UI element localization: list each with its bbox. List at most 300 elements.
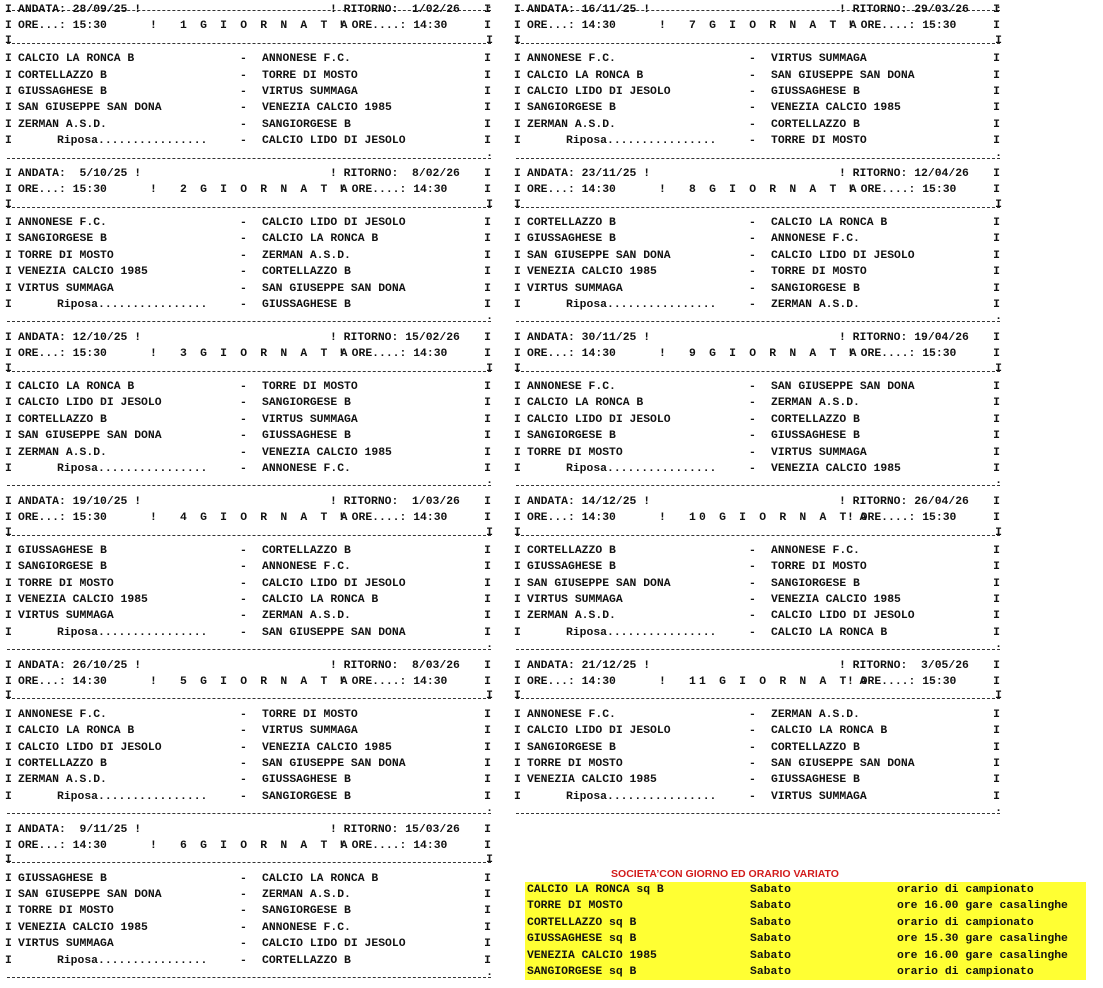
border-char: I bbox=[5, 233, 12, 246]
border-char: I bbox=[993, 544, 1000, 557]
home-team: TORRE DI MOSTO bbox=[18, 577, 114, 590]
match-row bbox=[5, 740, 493, 756]
border-char: I bbox=[514, 34, 521, 47]
match-row bbox=[514, 412, 1002, 428]
legend-day: Sabato bbox=[750, 884, 792, 896]
bang-char: ! bbox=[659, 184, 666, 197]
andata-time: ORE...: 14:30 bbox=[527, 20, 616, 33]
border-char: I bbox=[5, 854, 12, 867]
border-char: I bbox=[514, 757, 521, 770]
vs-dash: - bbox=[749, 610, 756, 623]
border-char: I bbox=[5, 594, 12, 607]
bang-char: ! bbox=[659, 348, 666, 361]
match-row bbox=[5, 592, 493, 608]
match-row bbox=[5, 84, 493, 100]
border-char: I bbox=[514, 184, 521, 197]
legend-note: ore 16.00 gare casalinghe bbox=[897, 949, 1068, 962]
vs-dash: - bbox=[240, 594, 247, 607]
home-team: SANGIORGESE B bbox=[527, 430, 616, 443]
separator-line bbox=[514, 35, 1002, 51]
bang-char: ! bbox=[150, 348, 157, 361]
vs-dash: - bbox=[749, 725, 756, 738]
away-team: VIRTUS SUMMAGA bbox=[262, 725, 358, 738]
match-row bbox=[514, 231, 1002, 247]
home-team: CORTELLAZZO B bbox=[18, 413, 107, 426]
border-char: I bbox=[484, 741, 491, 754]
border-char: I bbox=[5, 184, 12, 197]
home-team: GIUSSAGHESE B bbox=[18, 544, 107, 557]
border-char: I bbox=[5, 659, 12, 672]
home-team: SANGIORGESE B bbox=[18, 561, 107, 574]
vs-dash: - bbox=[240, 413, 247, 426]
match-row bbox=[514, 772, 1002, 788]
border-char: I bbox=[5, 526, 12, 539]
border-char: I bbox=[5, 921, 12, 934]
border-char: I bbox=[514, 790, 521, 803]
border-char: I bbox=[993, 561, 1000, 574]
border-char: I bbox=[5, 34, 12, 47]
vs-dash: - bbox=[240, 118, 247, 131]
border-char: I bbox=[484, 348, 491, 361]
border-char: I bbox=[484, 594, 491, 607]
vs-dash: - bbox=[749, 594, 756, 607]
legend-day: Sabato bbox=[750, 933, 792, 946]
away-team: GIUSSAGHESE B bbox=[771, 85, 860, 98]
match-row bbox=[5, 543, 493, 559]
border-char: I bbox=[993, 446, 1000, 459]
riposa-row bbox=[514, 133, 1002, 149]
match-row bbox=[5, 936, 493, 952]
round-header-times bbox=[514, 18, 1002, 34]
vs-dash: - bbox=[240, 249, 247, 262]
home-team: VENEZIA CALCIO 1985 bbox=[18, 266, 148, 279]
home-team: ZERMAN A.S.D. bbox=[527, 610, 616, 623]
border-char: I bbox=[484, 790, 491, 803]
vs-dash: - bbox=[749, 790, 756, 803]
ritorno-date: ! RITORNO: 8/03/26 bbox=[330, 659, 460, 672]
round-header-times bbox=[5, 674, 493, 690]
border-char: I bbox=[484, 577, 491, 590]
round-header-dates bbox=[514, 494, 1002, 510]
andata-time: ORE...: 14:30 bbox=[527, 676, 616, 689]
border-char: I bbox=[514, 380, 521, 393]
round-top-rule bbox=[5, 805, 493, 821]
border-char: I bbox=[514, 708, 521, 721]
home-team: CALCIO LA RONCA B bbox=[527, 397, 644, 410]
away-team: GIUSSAGHESE B bbox=[262, 430, 351, 443]
away-team: CALCIO LA RONCA B bbox=[262, 594, 379, 607]
riposa-label: Riposa................ bbox=[57, 626, 208, 639]
legend-title: SOCIETA’CON GIORNO ED ORARIO VARIATO bbox=[611, 868, 839, 880]
variations-legend bbox=[525, 866, 1090, 980]
riposa-row bbox=[5, 953, 493, 969]
ritorno-time: ! ORE....: 14:30 bbox=[338, 20, 448, 33]
riposa-label: Riposa................ bbox=[57, 299, 208, 312]
right-column bbox=[514, 2, 1002, 822]
border-char: I bbox=[5, 708, 12, 721]
border-char: I bbox=[5, 561, 12, 574]
riposa-row bbox=[514, 461, 1002, 477]
border-char: I bbox=[514, 544, 521, 557]
match-row bbox=[514, 84, 1002, 100]
border-char: I bbox=[484, 954, 491, 967]
match-row bbox=[5, 215, 493, 231]
away-team: CALCIO LIDO DI JESOLO bbox=[262, 577, 406, 590]
legend-row bbox=[525, 882, 1086, 898]
border-char: I bbox=[5, 85, 12, 98]
border-char: I bbox=[514, 741, 521, 754]
home-team: TORRE DI MOSTO bbox=[527, 757, 623, 770]
andata-time: ORE...: 15:30 bbox=[18, 184, 107, 197]
match-row bbox=[514, 264, 1002, 280]
separator-line bbox=[514, 527, 1002, 543]
riposa-label: Riposa................ bbox=[57, 954, 208, 967]
vs-dash: - bbox=[240, 954, 247, 967]
home-team: CALCIO LA RONCA B bbox=[527, 69, 644, 82]
home-team: GIUSSAGHESE B bbox=[527, 561, 616, 574]
away-team: GIUSSAGHESE B bbox=[771, 430, 860, 443]
border-char: I bbox=[514, 430, 521, 443]
border-char: I bbox=[484, 20, 491, 33]
border-char: I bbox=[514, 594, 521, 607]
border-char: I bbox=[5, 249, 12, 262]
away-team: CALCIO LA RONCA B bbox=[262, 233, 379, 246]
border-char: I bbox=[486, 526, 493, 539]
border-char: I bbox=[5, 690, 12, 703]
border-char: I bbox=[484, 839, 491, 852]
border-char: I bbox=[514, 610, 521, 623]
match-row bbox=[5, 264, 493, 280]
away-team: TORRE DI MOSTO bbox=[771, 561, 867, 574]
border-char: I bbox=[5, 954, 12, 967]
riposa-label: Riposa................ bbox=[566, 135, 717, 148]
match-row bbox=[514, 379, 1002, 395]
border-char: I bbox=[484, 938, 491, 951]
border-char: I bbox=[484, 102, 491, 115]
home-team: ZERMAN A.S.D. bbox=[18, 118, 107, 131]
riposa-label: Riposa................ bbox=[57, 462, 208, 475]
separator-line bbox=[5, 527, 493, 543]
home-team: SAN GIUSEPPE SAN DONA bbox=[18, 430, 162, 443]
legend-note: orario di campionato bbox=[897, 884, 1034, 896]
home-team: TORRE DI MOSTO bbox=[18, 249, 114, 262]
border-char: I bbox=[484, 430, 491, 443]
match-row bbox=[514, 281, 1002, 297]
resting-team: SANGIORGESE B bbox=[262, 790, 351, 803]
border-char: I bbox=[484, 282, 491, 295]
border-char: I bbox=[514, 495, 521, 508]
vs-dash: - bbox=[240, 889, 247, 902]
legend-note: orario di campionato bbox=[897, 965, 1034, 978]
bang-char: ! bbox=[659, 512, 666, 525]
home-team: SAN GIUSEPPE SAN DONA bbox=[18, 102, 162, 115]
border-char: I bbox=[5, 938, 12, 951]
border-char: I bbox=[993, 167, 1000, 180]
home-team: VENEZIA CALCIO 1985 bbox=[18, 921, 148, 934]
border-char: I bbox=[514, 462, 521, 475]
border-char: I bbox=[514, 249, 521, 262]
giornata-label: 5 G I O R N A T A bbox=[180, 676, 351, 689]
away-team: ANNONESE F.C. bbox=[262, 53, 351, 66]
border-char: I bbox=[484, 462, 491, 475]
border-char: I bbox=[514, 512, 521, 525]
away-team: SAN GIUSEPPE SAN DONA bbox=[262, 282, 406, 295]
border-char: I bbox=[5, 4, 12, 16]
vs-dash: - bbox=[240, 725, 247, 738]
vs-dash: - bbox=[240, 282, 247, 295]
match-row bbox=[5, 707, 493, 723]
border-char: I bbox=[514, 348, 521, 361]
border-char: I bbox=[484, 725, 491, 738]
vs-dash: - bbox=[240, 757, 247, 770]
away-team: ANNONESE F.C. bbox=[262, 561, 351, 574]
separator-line bbox=[514, 690, 1002, 706]
home-team: ZERMAN A.S.D. bbox=[18, 446, 107, 459]
vs-dash: - bbox=[749, 708, 756, 721]
away-team: GIUSSAGHESE B bbox=[771, 774, 860, 787]
border-char: I bbox=[484, 905, 491, 918]
legend-note: orario di campionato bbox=[897, 916, 1034, 929]
away-team: CORTELLAZZO B bbox=[262, 544, 351, 557]
bang-char: ! bbox=[150, 676, 157, 689]
match-row bbox=[5, 231, 493, 247]
round-top-rule bbox=[5, 313, 493, 329]
border-char: I bbox=[514, 102, 521, 115]
riposa-row bbox=[5, 297, 493, 313]
border-char: I bbox=[514, 20, 521, 33]
border-char: I bbox=[993, 249, 1000, 262]
away-team: VENEZIA CALCIO 1985 bbox=[262, 446, 392, 459]
border-char: I bbox=[995, 690, 1002, 703]
giornata-label: 3 G I O R N A T A bbox=[180, 348, 351, 361]
legend-row bbox=[525, 964, 1086, 980]
match-row bbox=[5, 871, 493, 887]
ritorno-date: ! RITORNO: 1/02/26 bbox=[330, 4, 460, 16]
vs-dash: - bbox=[749, 69, 756, 82]
border-char: I bbox=[484, 413, 491, 426]
border-char: I bbox=[514, 725, 521, 738]
border-char: I bbox=[484, 135, 491, 148]
riposa-label: Riposa................ bbox=[566, 790, 717, 803]
bang-char: ! bbox=[150, 839, 157, 852]
away-team: TORRE DI MOSTO bbox=[262, 708, 358, 721]
border-char: I bbox=[484, 774, 491, 787]
giornata-label: 8 G I O R N A T A bbox=[689, 184, 860, 197]
andata-time: ORE...: 14:30 bbox=[527, 512, 616, 525]
vs-dash: - bbox=[240, 938, 247, 951]
border-char: I bbox=[484, 167, 491, 180]
border-char: I bbox=[484, 184, 491, 197]
ritorno-time: ! ORE....: 15:30 bbox=[847, 20, 957, 33]
away-team: ZERMAN A.S.D. bbox=[262, 889, 351, 902]
round-header-dates bbox=[5, 494, 493, 510]
resting-team: VENEZIA CALCIO 1985 bbox=[771, 462, 901, 475]
border-char: I bbox=[5, 544, 12, 557]
ritorno-time: ! ORE....: 14:30 bbox=[338, 839, 448, 852]
border-char: I bbox=[514, 626, 521, 639]
match-row bbox=[5, 395, 493, 411]
vs-dash: - bbox=[240, 872, 247, 885]
ritorno-time: ! ORE....: 15:30 bbox=[847, 676, 957, 689]
border-char: I bbox=[993, 299, 1000, 312]
border-char: I bbox=[514, 774, 521, 787]
ritorno-time: ! ORE....: 15:30 bbox=[847, 348, 957, 361]
away-team: TORRE DI MOSTO bbox=[262, 69, 358, 82]
border-char: I bbox=[486, 690, 493, 703]
round-block bbox=[5, 313, 493, 477]
match-row bbox=[5, 100, 493, 116]
border-char: I bbox=[486, 34, 493, 47]
round-header-dates bbox=[514, 166, 1002, 182]
border-char: I bbox=[5, 626, 12, 639]
round-header-times bbox=[5, 18, 493, 34]
legend-row bbox=[525, 915, 1086, 931]
separator-line bbox=[5, 690, 493, 706]
separator-line bbox=[514, 363, 1002, 379]
border-char: I bbox=[993, 594, 1000, 607]
ritorno-time: ! ORE....: 15:30 bbox=[847, 512, 957, 525]
round-block bbox=[5, 641, 493, 805]
vs-dash: - bbox=[749, 299, 756, 312]
away-team: SANGIORGESE B bbox=[262, 118, 351, 131]
ritorno-date: ! RITORNO: 19/04/26 bbox=[839, 331, 969, 344]
vs-dash: - bbox=[749, 413, 756, 426]
vs-dash: - bbox=[749, 249, 756, 262]
riposa-row bbox=[514, 297, 1002, 313]
match-row bbox=[5, 379, 493, 395]
away-team: SANGIORGESE B bbox=[262, 397, 351, 410]
round-block bbox=[5, 805, 493, 969]
border-char: I bbox=[484, 397, 491, 410]
giornata-label: 7 G I O R N A T A bbox=[689, 20, 860, 33]
andata-time: ORE...: 14:30 bbox=[527, 348, 616, 361]
round-header-dates bbox=[5, 2, 493, 18]
home-team: VIRTUS SUMMAGA bbox=[18, 610, 114, 623]
border-char: I bbox=[5, 905, 12, 918]
vs-dash: - bbox=[749, 266, 756, 279]
home-team: VENEZIA CALCIO 1985 bbox=[18, 594, 148, 607]
border-char: I bbox=[993, 413, 1000, 426]
border-char: I bbox=[514, 118, 521, 131]
away-team: TORRE DI MOSTO bbox=[262, 380, 358, 393]
border-char: I bbox=[484, 217, 491, 230]
round-block bbox=[514, 641, 1002, 805]
andata-date: ANDATA: 30/11/25 ! bbox=[527, 331, 651, 344]
match-row bbox=[514, 68, 1002, 84]
riposa-row bbox=[514, 625, 1002, 641]
border-char: I bbox=[5, 577, 12, 590]
match-row bbox=[5, 920, 493, 936]
vs-dash: - bbox=[240, 544, 247, 557]
round-header-dates bbox=[514, 658, 1002, 674]
riposa-label: Riposa................ bbox=[566, 462, 717, 475]
match-row bbox=[514, 707, 1002, 723]
round-top-rule bbox=[514, 150, 1002, 166]
border-char: I bbox=[993, 135, 1000, 148]
match-row bbox=[514, 51, 1002, 67]
border-char: I bbox=[993, 495, 1000, 508]
home-team: CALCIO LIDO DI JESOLO bbox=[18, 741, 162, 754]
border-char: I bbox=[993, 626, 1000, 639]
border-char: I bbox=[484, 823, 491, 836]
home-team: SAN GIUSEPPE SAN DONA bbox=[527, 249, 671, 262]
away-team: ZERMAN A.S.D. bbox=[262, 610, 351, 623]
andata-date: ANDATA: 21/12/25 ! bbox=[527, 659, 651, 672]
home-team: SANGIORGESE B bbox=[527, 102, 616, 115]
vs-dash: - bbox=[749, 233, 756, 246]
vs-dash: - bbox=[240, 626, 247, 639]
home-team: ANNONESE F.C. bbox=[18, 217, 107, 230]
border-char: I bbox=[995, 526, 1002, 539]
giornata-label: 1 G I O R N A T A bbox=[180, 20, 351, 33]
home-team: GIUSSAGHESE B bbox=[527, 233, 616, 246]
border-char: I bbox=[514, 299, 521, 312]
resting-team: CALCIO LA RONCA B bbox=[771, 626, 888, 639]
vs-dash: - bbox=[749, 397, 756, 410]
giornata-label: 11 G I O R N A T A bbox=[689, 676, 870, 689]
round-block bbox=[514, 477, 1002, 641]
home-team: CORTELLAZZO B bbox=[18, 69, 107, 82]
andata-time: ORE...: 14:30 bbox=[527, 184, 616, 197]
border-char: I bbox=[484, 757, 491, 770]
border-char: I bbox=[993, 790, 1000, 803]
ritorno-time: ! ORE....: 14:30 bbox=[338, 512, 448, 525]
match-row bbox=[5, 428, 493, 444]
round-header-times bbox=[5, 838, 493, 854]
border-char: I bbox=[5, 676, 12, 689]
match-row bbox=[5, 576, 493, 592]
vs-dash: - bbox=[240, 430, 247, 443]
border-char: I bbox=[993, 676, 1000, 689]
home-team: CALCIO LIDO DI JESOLO bbox=[527, 725, 671, 738]
ritorno-date: ! RITORNO: 8/02/26 bbox=[330, 167, 460, 180]
border-char: I bbox=[5, 167, 12, 180]
border-char: I bbox=[5, 53, 12, 66]
match-row bbox=[5, 51, 493, 67]
legend-rows bbox=[525, 882, 1090, 980]
match-row bbox=[514, 395, 1002, 411]
round-block bbox=[5, 150, 493, 314]
bang-char: ! bbox=[659, 676, 666, 689]
match-row bbox=[514, 215, 1002, 231]
home-team: ANNONESE F.C. bbox=[18, 708, 107, 721]
border-char: I bbox=[5, 118, 12, 131]
home-team: ZERMAN A.S.D. bbox=[527, 118, 616, 131]
match-row bbox=[5, 903, 493, 919]
round-top-rule bbox=[514, 313, 1002, 329]
border-char: I bbox=[5, 741, 12, 754]
vs-dash: - bbox=[240, 135, 247, 148]
vs-dash: - bbox=[749, 430, 756, 443]
home-team: ANNONESE F.C. bbox=[527, 708, 616, 721]
border-char: I bbox=[993, 69, 1000, 82]
round-header-dates bbox=[5, 822, 493, 838]
round-header-times bbox=[514, 510, 1002, 526]
border-char: I bbox=[484, 659, 491, 672]
border-char: I bbox=[5, 495, 12, 508]
border-char: I bbox=[484, 495, 491, 508]
legend-row bbox=[525, 931, 1086, 947]
border-char: I bbox=[514, 85, 521, 98]
away-team: CALCIO LIDO DI JESOLO bbox=[262, 217, 406, 230]
border-char: I bbox=[514, 362, 521, 375]
home-team: ZERMAN A.S.D. bbox=[18, 774, 107, 787]
andata-time: ORE...: 14:30 bbox=[18, 839, 107, 852]
legend-row bbox=[525, 948, 1086, 964]
vs-dash: - bbox=[749, 446, 756, 459]
match-row bbox=[5, 772, 493, 788]
away-team: SANGIORGESE B bbox=[771, 577, 860, 590]
